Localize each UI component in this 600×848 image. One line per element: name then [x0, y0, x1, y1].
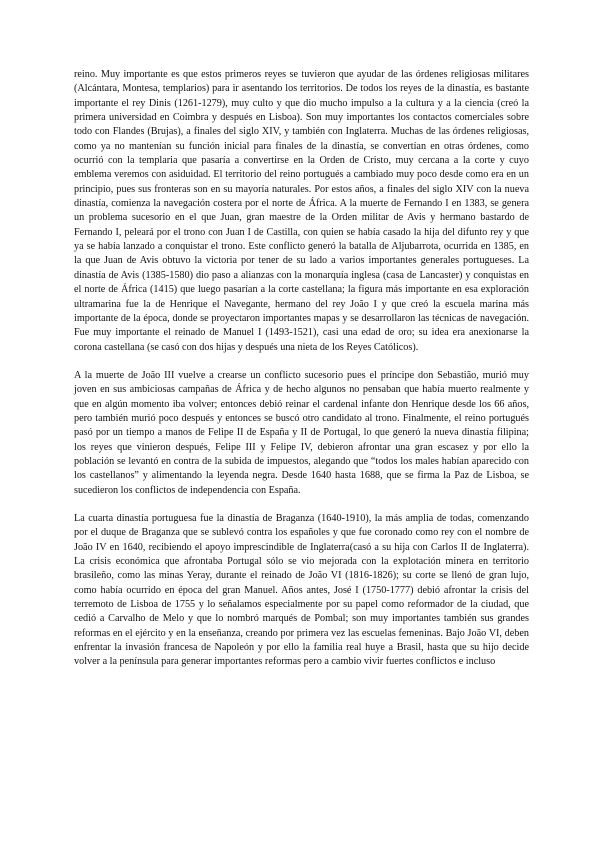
paragraph-1: reino. Muy importante es que estos primeros reyes se tuvieron que ayudar de las órdenes religiosas militares (Alcántara, Montesa, templarios) para ir asentando los territorios. De todos los reyes de la dinastía, es bastante importante el rey Dinis (1261-1279), muy culto y que dio mucho impulso a la cultura y a la ciencia (creó la primera universidad en Coimbra y después en Lisboa). Son muy importantes los contactos comerciales sobre todo con Flandes (Brujas), a finales del siglo XIV, y también con Inglaterra. Muchas de las órdenes religiosas, como ya no mantenían su función inicial para finales de la dinastía, se convertían en otras órdenes, como ocurrió con la templaria que pasaría a convertirse en la Orden de Cristo, muy cercana a la corte y cuyo emblema veremos con asiduidad. El territorio del reino portugués a cambiado muy poco desde como era en un principio, pues sus fronteras son en su mayoría naturales. Por estos años, a finales del siglo XIV con la nueva dinastía, comienza la navegación costera por el norte de África. A la muerte de Fernando I en 1383, se genera un problema sucesorio en el que Juan, gran maestre de la Orden militar de Avis y hermano bastardo de Fernando I, peleará por el trono con Juan I de Castilla, con quien se había casado la hija del difunto rey y que ya se había lanzado a conquistar el trono. Este conflicto generó la batalla de Aljubarrota, ocurrida en 1385, en la que Juan de Avis obtuvo la victoria por tener de su lado a varios importantes generales portugueses. La dinastía de Avis (1385-1580) dio paso a alianzas con la monarquía inglesa (casa de Lancaster) y conquistas en el norte de África (1415) que luego pasarían a la corte castellana; la figura más importante en esa exploración ultramarina fue la de Henrique el Navegante, hermano del rey João I y que creó la escuela marina más importante de la época, donde se proyectaron importantes mapas y se desarrollaron las técnicas de navegación. Fue muy importante el reinado de Manuel I (1493-1521), casi una edad de oro; su idea era anexionarse la corona castellana (se casó con dos hijas y después una nieta de los Reyes Católicos). [74, 69, 529, 353]
document-body [74, 68, 529, 670]
paragraph-2: A la muerte de João III vuelve a crearse un conflicto sucesorio pues el príncipe don Sebastião, murió muy joven en sus ambiciosas campañas de África y de hecho algunos no pensaban que había muerto realmente y que en algún momento iba volver; entonces debió reinar el cardenal infante don Henrique desde los 66 años, pero también murió poco después y entonces se buscó otro candidato al trono. Finalmente, el reino portugués pasó por un tiempo a manos de Felipe II de España y II de Portugal, lo que generó la nueva dinastía filipina; los reyes que vinieron después, Felipe III y Felipe IV, debieron afrontar una gran escasez y por ello la población se levantó en contra de la subida de impuestos, alegando que “todos los males habían aparecido con los castellanos” y alimentando la leyenda negra. Desde 1640 hasta 1688, que se firma la Paz de Lisboa, se sucedieron los conflictos de independencia con España. [74, 369, 529, 496]
paragraph-3: La cuarta dinastía portuguesa fue la dinastía de Braganza (1640-1910), la más amplia de todas, comenzando por el duque de Braganza que se sublevó contra los españoles y que fue coronado como rey con el nombre de João IV en 1640, recibiendo el apoyo imprescindible de Inglaterra(casó a su hija con Carlos II de Inglaterra). La crisis económica que afrontaba Portugal sólo se vio mejorada con la explotación minera en territorio brasileño, como las minas Yeray, durante el reinado de João VI (1816-1826); su corte se llenó de gran lujo, como había ocurrido en época del gran Manuel. Años antes, José I (1750-1777) debió afrontar la crisis del terremoto de Lisboa de 1755 y lo señalamos especialmente por su papel como reformador de la ciudad, que cedió a Carvalho de Melo y que lo nombró marqués de Pombal; son muy importantes también sus grandes reformas en el ejército y en la enseñanza, creando por primera vez las escuelas femeninas. Bajo João VI, deben enfrentar la invasión francesa de Napoleón y por ello la familia real huye a Brasil, hasta que su hijo decide volver a la península para generar importantes reformas pero a cambio vivir fuertes conflictos e incluso [74, 512, 529, 668]
